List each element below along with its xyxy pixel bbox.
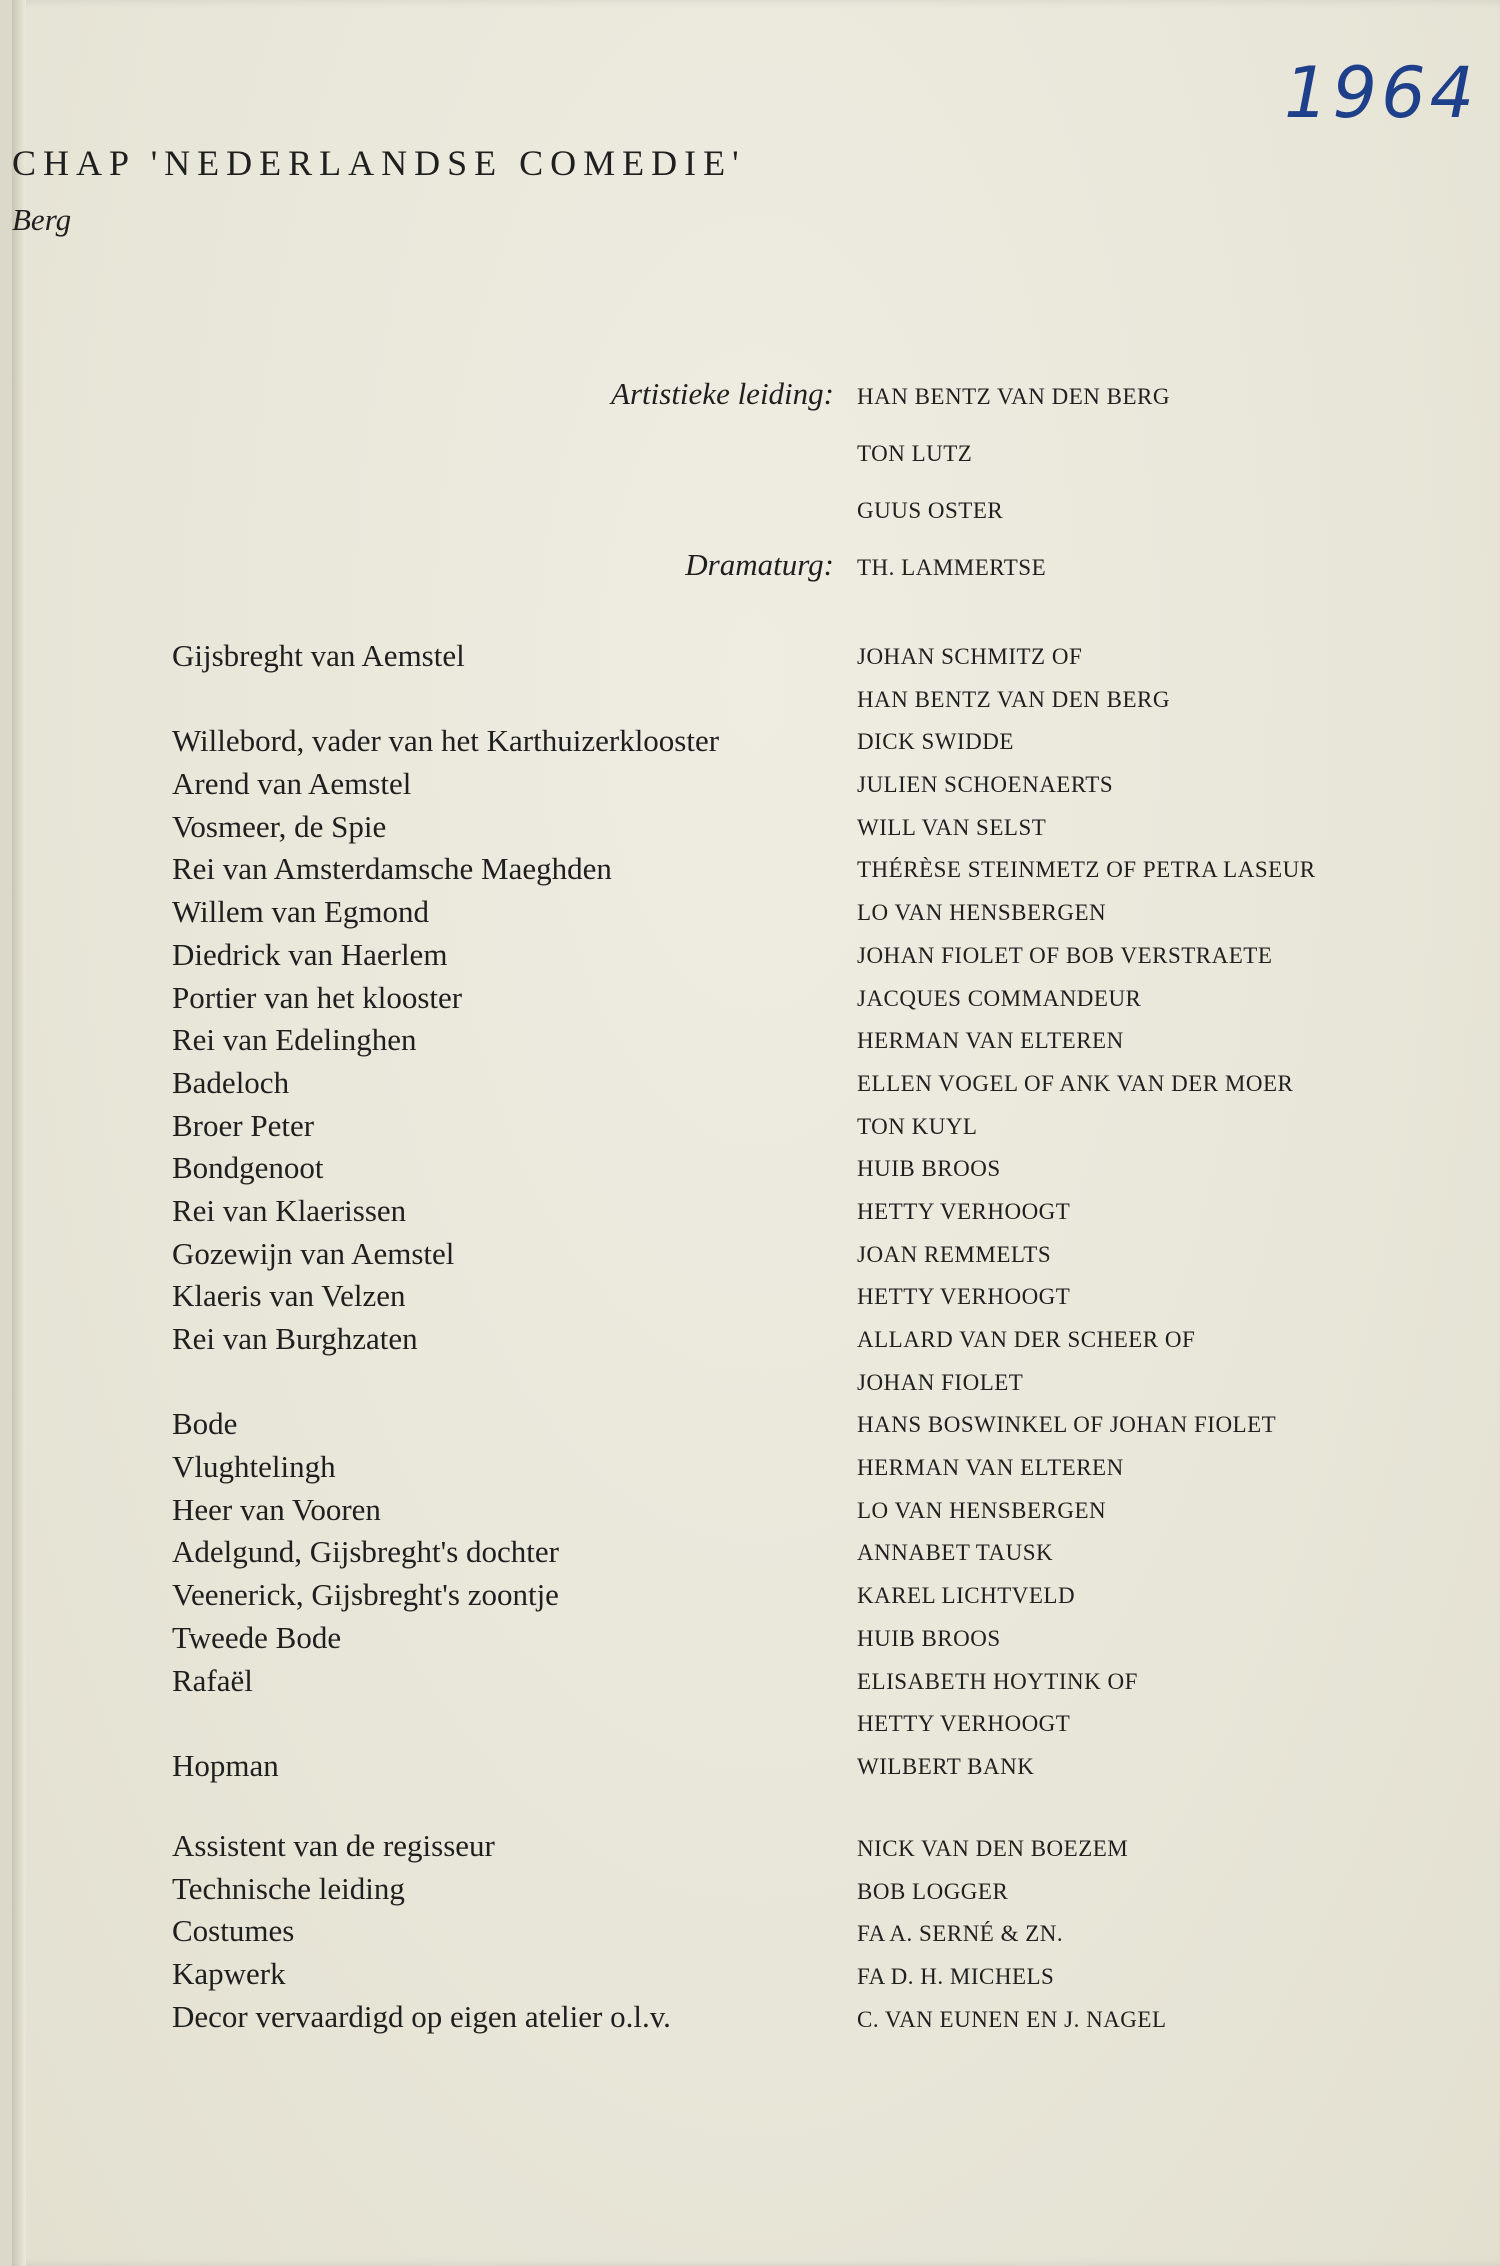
cast-role: Bode bbox=[172, 1406, 238, 1442]
staff-role: Artistieke leiding: bbox=[611, 376, 834, 411]
cast-list bbox=[12, 638, 1492, 1791]
cast-name: HERMAN VAN ELTEREN bbox=[857, 1028, 1124, 1054]
cast-role: Rei van Edelinghen bbox=[172, 1022, 417, 1058]
crew-name: BOB LOGGER bbox=[857, 1878, 1009, 1904]
crew-list bbox=[12, 1828, 1492, 2041]
staff-row bbox=[12, 490, 1312, 547]
cast-name: HERMAN VAN ELTEREN bbox=[857, 1455, 1124, 1481]
cast-row bbox=[12, 1236, 1492, 1279]
crew-role: Kapwerk bbox=[172, 1956, 286, 1992]
cast-role: Hopman bbox=[172, 1747, 279, 1783]
staff-list bbox=[12, 376, 1312, 604]
cast-name: ANNABET TAUSK bbox=[857, 1540, 1054, 1566]
crew-row bbox=[12, 1956, 1492, 1999]
cast-name: ALLARD VAN DER SCHEER OF bbox=[857, 1327, 1196, 1352]
cast-row bbox=[12, 809, 1492, 852]
cast-row bbox=[12, 1406, 1492, 1449]
staff-row bbox=[12, 433, 1312, 490]
cast-name: HETTY VERHOOGT bbox=[857, 1284, 1071, 1310]
cast-name: KAREL LICHTVELD bbox=[857, 1583, 1076, 1609]
director-fragment: Berg bbox=[12, 202, 72, 237]
cast-role: Klaeris van Velzen bbox=[172, 1278, 406, 1314]
cast-role: Gozewijn van Aemstel bbox=[172, 1235, 455, 1271]
crew-role: Decor vervaardigd op eigen atelier o.l.v. bbox=[172, 1998, 671, 2034]
crew-row bbox=[12, 1913, 1492, 1956]
cast-row bbox=[12, 638, 1492, 681]
cast-row bbox=[12, 1705, 1492, 1748]
cast-role: Rei van Amsterdamsche Maeghden bbox=[172, 851, 612, 887]
cast-row bbox=[12, 1364, 1492, 1407]
crew-role: Assistent van de regisseur bbox=[172, 1828, 495, 1863]
cast-role: Portier van het klooster bbox=[172, 979, 463, 1015]
cast-role: Heer van Vooren bbox=[172, 1491, 381, 1527]
cast-row bbox=[12, 1492, 1492, 1535]
cast-name: JULIEN SCHOENAERTS bbox=[857, 772, 1114, 798]
cast-name: HAN BENTZ VAN DEN BERG bbox=[857, 686, 1170, 712]
cast-name: HETTY VERHOOGT bbox=[857, 1198, 1071, 1224]
cast-row bbox=[12, 1278, 1492, 1321]
cast-row bbox=[12, 1150, 1492, 1193]
cast-role: Vosmeer, de Spie bbox=[172, 808, 387, 844]
cast-name: LO VAN HENSBERGEN bbox=[857, 900, 1107, 926]
crew-name: FA D. H. MICHELS bbox=[857, 1964, 1055, 1990]
cast-row bbox=[12, 1065, 1492, 1108]
cast-name: HANS BOSWINKEL OF JOHAN FIOLET bbox=[857, 1412, 1277, 1438]
cast-row bbox=[12, 1620, 1492, 1663]
cast-row bbox=[12, 851, 1492, 894]
cast-role: Willebord, vader van het Karthuizerklooster bbox=[172, 723, 720, 759]
cast-row bbox=[12, 1321, 1492, 1364]
cast-name: JOAN REMMELTS bbox=[857, 1241, 1052, 1267]
staff-name: HAN BENTZ VAN DEN BERG bbox=[857, 384, 1170, 409]
cast-name: HUIB BROOS bbox=[857, 1625, 1001, 1651]
staff-row bbox=[12, 376, 1312, 433]
staff-name: TON LUTZ bbox=[857, 441, 973, 466]
cast-row bbox=[12, 1663, 1492, 1706]
cast-name: HUIB BROOS bbox=[857, 1156, 1001, 1182]
cast-row bbox=[12, 980, 1492, 1023]
cast-row bbox=[12, 894, 1492, 937]
cast-role: Willem van Egmond bbox=[172, 894, 430, 930]
cast-role: Broer Peter bbox=[172, 1107, 315, 1143]
crew-name: FA A. SERNÉ & ZN. bbox=[857, 1921, 1064, 1947]
cast-name: ELLEN VOGEL OF ANK VAN DER MOER bbox=[857, 1070, 1294, 1096]
cast-name: WILL VAN SELST bbox=[857, 814, 1047, 840]
crew-name: C. VAN EUNEN EN J. NAGEL bbox=[857, 2006, 1167, 2032]
handwritten-year: 1964 bbox=[1284, 52, 1479, 134]
crew-row bbox=[12, 1828, 1492, 1871]
cast-row bbox=[12, 1193, 1492, 1236]
cast-row bbox=[12, 1577, 1492, 1620]
crew-row bbox=[12, 1999, 1492, 2042]
staff-row bbox=[12, 547, 1312, 604]
cast-name: HETTY VERHOOGT bbox=[857, 1711, 1071, 1737]
cast-row bbox=[12, 937, 1492, 980]
cast-name: ELISABETH HOYTINK OF bbox=[857, 1668, 1138, 1694]
cast-name: WILBERT BANK bbox=[857, 1753, 1035, 1779]
staff-name: GUUS OSTER bbox=[857, 498, 1004, 523]
cast-role: Gijsbreght van Aemstel bbox=[172, 638, 465, 673]
cast-row bbox=[12, 766, 1492, 809]
staff-role: Dramaturg: bbox=[685, 547, 834, 582]
cast-role: Rei van Burghzaten bbox=[172, 1321, 418, 1356]
program-page bbox=[12, 0, 1500, 2266]
cast-role: Rei van Klaerissen bbox=[172, 1192, 407, 1228]
cast-name: TON KUYL bbox=[857, 1113, 978, 1139]
cast-name: LO VAN HENSBERGEN bbox=[857, 1497, 1107, 1523]
crew-name: NICK VAN DEN BOEZEM bbox=[857, 1836, 1129, 1861]
cast-role: Adelgund, Gijsbreght's dochter bbox=[172, 1534, 559, 1570]
cast-name: JOHAN FIOLET OF BOB VERSTRAETE bbox=[857, 942, 1273, 968]
staff-name: TH. LAMMERTSE bbox=[857, 555, 1047, 580]
cast-role: Badeloch bbox=[172, 1064, 290, 1100]
crew-role: Costumes bbox=[172, 1913, 295, 1949]
cast-role: Bondgenoot bbox=[172, 1150, 324, 1186]
cast-name: JOHAN SCHMITZ OF bbox=[857, 644, 1083, 669]
cast-row bbox=[12, 1022, 1492, 1065]
cast-role: Rafaël bbox=[172, 1662, 253, 1698]
cast-row bbox=[12, 1108, 1492, 1151]
company-heading: CHAP 'NEDERLANDSE COMEDIE' bbox=[12, 143, 746, 183]
cast-row bbox=[12, 723, 1492, 766]
cast-role: Vlughtelingh bbox=[172, 1449, 336, 1485]
cast-role: Veenerick, Gijsbreght's zoontje bbox=[172, 1577, 559, 1613]
cast-name: THÉRÈSE STEINMETZ OF PETRA LASEUR bbox=[857, 857, 1316, 883]
cast-role: Diedrick van Haerlem bbox=[172, 936, 448, 972]
cast-name: DICK SWIDDE bbox=[857, 729, 1014, 755]
cast-row bbox=[12, 1449, 1492, 1492]
cast-role: Tweede Bode bbox=[172, 1619, 342, 1655]
cast-role: Arend van Aemstel bbox=[172, 766, 412, 802]
crew-row bbox=[12, 1871, 1492, 1914]
cast-row bbox=[12, 681, 1492, 724]
cast-row bbox=[12, 1534, 1492, 1577]
cast-row bbox=[12, 1748, 1492, 1791]
crew-role: Technische leiding bbox=[172, 1870, 405, 1906]
cast-name: JACQUES COMMANDEUR bbox=[857, 985, 1142, 1011]
cast-name: JOHAN FIOLET bbox=[857, 1369, 1024, 1395]
